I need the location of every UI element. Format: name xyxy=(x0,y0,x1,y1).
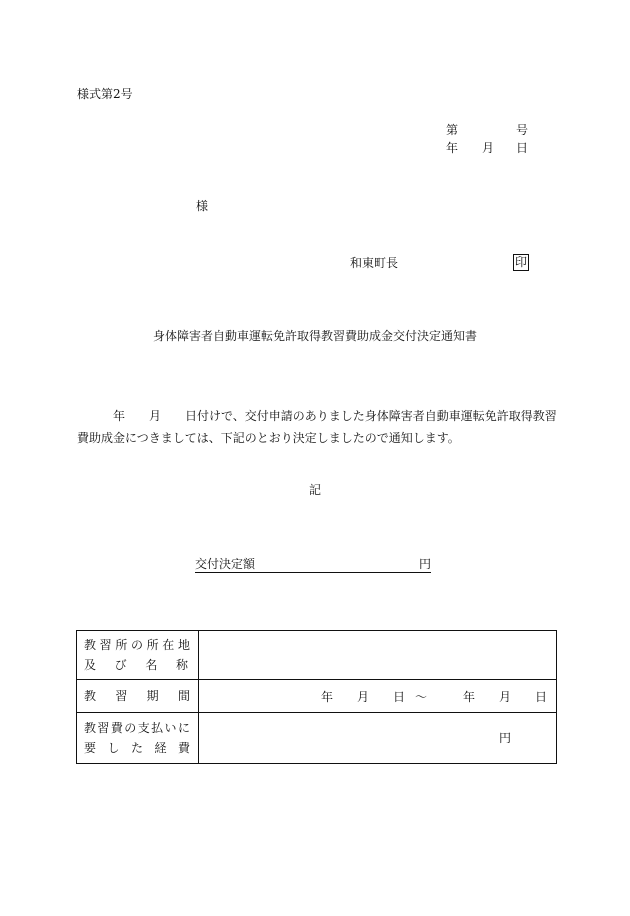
table-row xyxy=(77,680,557,713)
label-line xyxy=(84,738,190,758)
label-char: 教 xyxy=(84,721,97,735)
body-line2: 費助成金につきましては、下記のとおり決定しましたので通知します。 xyxy=(77,431,460,445)
label-char: 期 xyxy=(146,689,159,703)
form-number: 様式第2号 xyxy=(77,87,133,101)
label-line xyxy=(84,686,190,706)
grant-amount-unit: 円 xyxy=(418,557,431,571)
issuer-name: 和東町長 xyxy=(350,256,399,270)
label-char: に xyxy=(177,721,190,735)
training-cost-field[interactable] xyxy=(199,713,557,764)
label-char: 要 xyxy=(84,741,97,755)
label-char: 習 xyxy=(97,721,110,735)
grant-amount-line xyxy=(195,556,431,573)
label-char: び xyxy=(114,658,127,672)
issue-date-month: 月 xyxy=(482,141,495,155)
seal-mark: 印 xyxy=(515,255,528,269)
label-char: 支 xyxy=(137,721,150,735)
school-location-field[interactable] xyxy=(199,631,557,680)
label-char: 習 xyxy=(99,638,112,652)
issue-number-prefix: 第 xyxy=(446,123,459,137)
label-char: 在 xyxy=(162,638,175,652)
label-char: 地 xyxy=(177,638,190,652)
label-char: し xyxy=(107,741,120,755)
label-line xyxy=(84,718,190,738)
table-row xyxy=(77,713,557,764)
training-cost-unit: 円 xyxy=(499,731,512,745)
label-char: 及 xyxy=(84,658,97,672)
label-char: い xyxy=(164,721,177,735)
body-paragraph xyxy=(77,405,567,449)
label-char: 費 xyxy=(110,721,123,735)
period-to-year: 年 xyxy=(463,690,476,704)
body-month: 月 xyxy=(149,409,162,423)
label-char: 費 xyxy=(177,741,190,755)
label-char: の xyxy=(130,638,143,652)
period-tilde: ～ xyxy=(415,690,428,704)
label-char: 所 xyxy=(146,638,159,652)
document-title: 身体障害者自動車運転免許取得教習費助成金交付決定通知書 xyxy=(152,329,477,343)
label-char: 称 xyxy=(175,658,188,672)
grant-amount-label: 交付決定額 xyxy=(195,557,256,571)
label-char: た xyxy=(130,741,143,755)
ki-heading: 記 xyxy=(308,483,321,497)
label-char: 間 xyxy=(177,689,190,703)
period-from-day: 日 xyxy=(393,690,406,704)
label-char: 払 xyxy=(151,721,164,735)
table-row xyxy=(77,631,557,680)
period-from-month: 月 xyxy=(357,690,370,704)
label-char: 所 xyxy=(115,638,128,652)
label-char: 名 xyxy=(145,658,158,672)
recipient-suffix: 様 xyxy=(196,199,209,213)
issue-number-suffix: 号 xyxy=(516,123,529,137)
training-period-label xyxy=(77,680,199,713)
training-cost-label xyxy=(77,713,199,764)
period-from-year: 年 xyxy=(321,690,334,704)
label-line xyxy=(84,655,188,675)
school-location-label xyxy=(77,631,199,680)
label-line xyxy=(84,635,190,655)
period-to-day: 日 xyxy=(535,690,548,704)
details-table xyxy=(76,630,557,764)
training-period-field[interactable] xyxy=(199,680,557,713)
label-char: 経 xyxy=(154,741,167,755)
period-to-month: 月 xyxy=(499,690,512,704)
issue-date-day: 日 xyxy=(516,141,529,155)
label-char: 習 xyxy=(115,689,128,703)
issue-date-year: 年 xyxy=(446,141,459,155)
body-line1-rest: 日付けで、交付申請のありました身体障害者自動車運転免許取得教習 xyxy=(185,409,557,423)
label-char: 教 xyxy=(84,638,97,652)
label-char: 教 xyxy=(84,689,97,703)
body-year: 年 xyxy=(113,409,126,423)
label-char: の xyxy=(124,721,137,735)
